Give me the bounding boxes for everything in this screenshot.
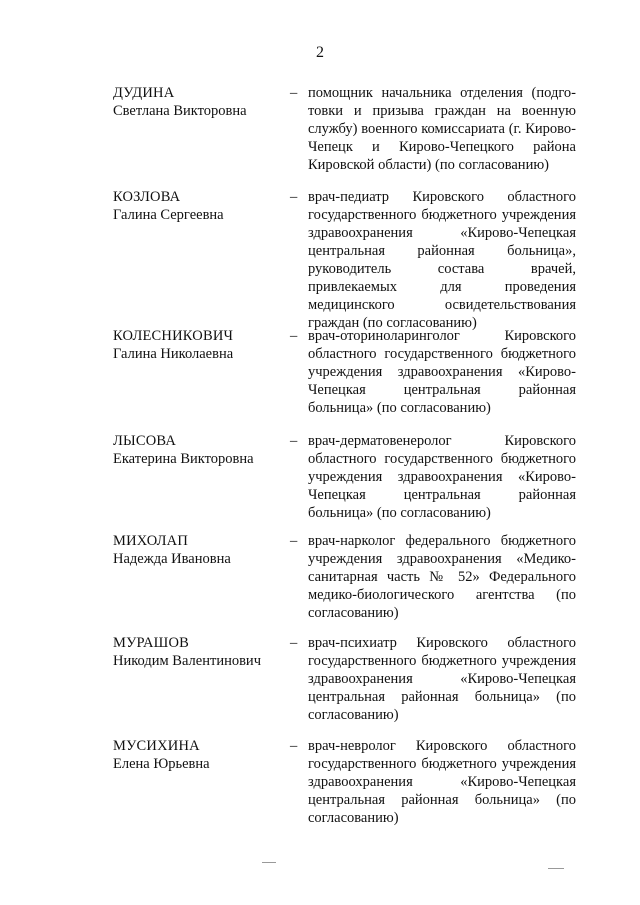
surname: КОЛЕСНИКОВИЧ xyxy=(113,328,234,344)
surname: МУРАШОВ xyxy=(113,635,190,651)
separator-dash: – xyxy=(290,85,298,101)
person-name xyxy=(113,532,283,568)
surname: ДУДИНА xyxy=(113,85,175,101)
separator-dash: – xyxy=(290,533,298,549)
role-description: врач-невролог Кировского областного государственного бюджетного учреждения здравоохранения «Кирово-Чепецкая центральная районная больница» (по согласованию) xyxy=(308,738,576,826)
person-name xyxy=(113,327,283,363)
scan-speck xyxy=(262,862,276,863)
surname: КОЗЛОВА xyxy=(113,189,181,205)
role-description: врач-оториноларинголог Кировского областного государственного бюджетного учреждения здравоохранения «Кирово-Чепецкая центральная районная больница» (по согласованию) xyxy=(308,328,576,416)
role-description: врач-нарколог федерального бюджетного учреждения здравоохранения «Медико-санитарная часть № 52» Федерального медико-биологического агентства (по согласованию) xyxy=(308,533,576,621)
person-name xyxy=(113,84,283,120)
role-description: помощник начальника отделения (подго-товки и призыва граждан на военную службу) военного комиссариата (г. Кирово-Чепецк и Кирово-Чепецкого района Кировской области) (по согласованию) xyxy=(308,85,576,173)
scan-speck xyxy=(548,868,564,869)
separator-dash: – xyxy=(290,433,298,449)
given-names: Никодим Валентинович xyxy=(113,653,261,669)
person-name xyxy=(113,737,283,773)
surname: ЛЫСОВА xyxy=(113,433,177,449)
separator-dash: – xyxy=(290,328,298,344)
given-names: Елена Юрьевна xyxy=(113,756,210,772)
separator-dash: – xyxy=(290,635,298,651)
given-names: Екатерина Викторовна xyxy=(113,451,254,467)
page-number: 2 xyxy=(316,44,324,61)
role-description: врач-психиатр Кировского областного государственного бюджетного учреждения здравоохранения «Кирово-Чепецкая центральная районная больница» (по согласованию) xyxy=(308,635,576,723)
person-name xyxy=(113,634,283,670)
given-names: Светлана Викторовна xyxy=(113,103,247,119)
given-names: Галина Николаевна xyxy=(113,346,234,362)
separator-dash: – xyxy=(290,189,298,205)
role-description: врач-дерматовенеролог Кировского областного государственного бюджетного учреждения здравоохранения «Кирово-Чепецкая центральная районная больница» (по согласованию) xyxy=(308,433,576,521)
given-names: Надежда Ивановна xyxy=(113,551,231,567)
person-name xyxy=(113,188,283,224)
surname: МУСИХИНА xyxy=(113,738,200,754)
role-description: врач-педиатр Кировского областного государственного бюджетного учреждения здравоохранения «Кирово-Чепецкая центральная районная больница», руководитель состава врачей, привлекаемых для проведения медицинского освидетельствования граждан (по согласованию) xyxy=(308,189,576,331)
surname: МИХОЛАП xyxy=(113,533,189,549)
separator-dash: – xyxy=(290,738,298,754)
person-name xyxy=(113,432,283,468)
given-names: Галина Сергеевна xyxy=(113,207,224,223)
